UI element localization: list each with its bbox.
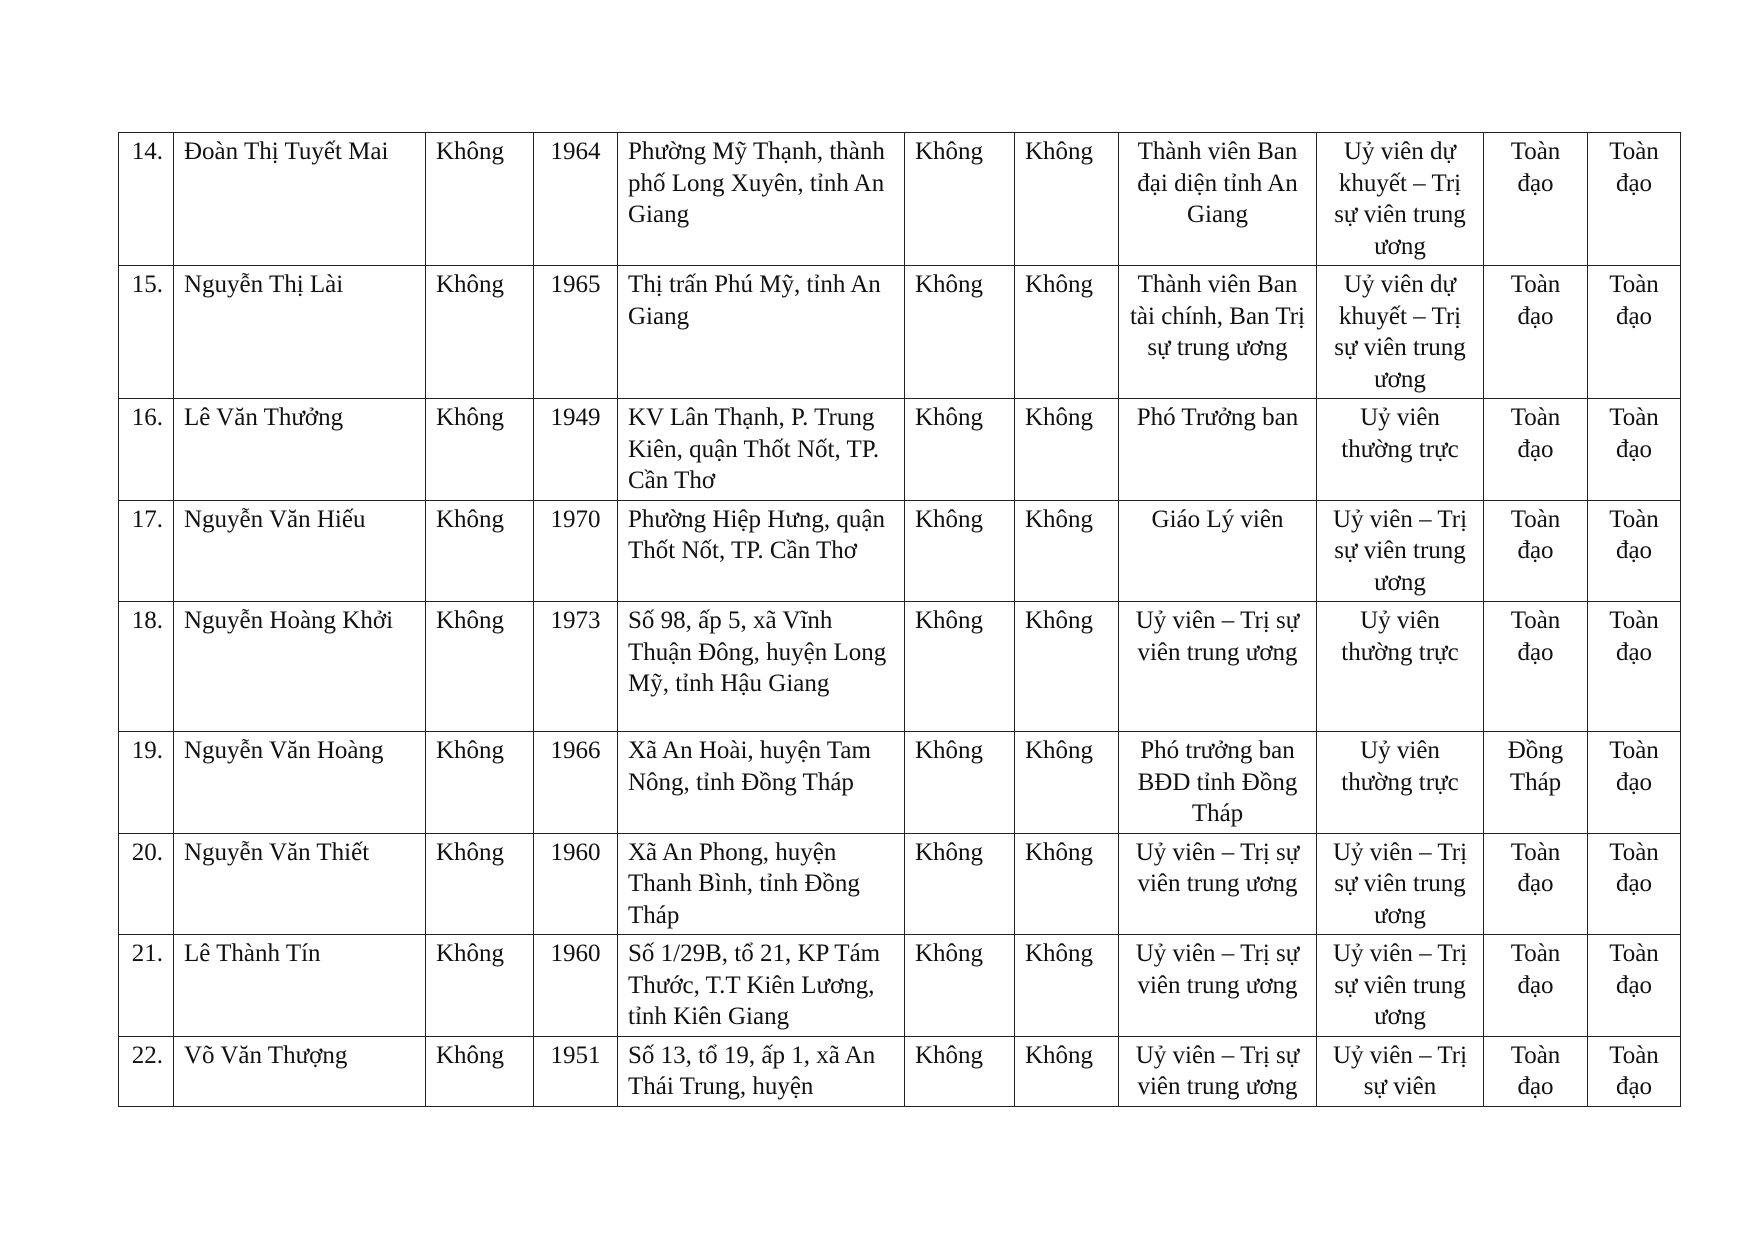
row-number: 17. [119, 500, 174, 602]
area-2: Toàn đạo [1588, 1036, 1681, 1106]
address: Số 13, tổ 19, ấp 1, xã An Thái Trung, huyện [618, 1036, 905, 1106]
proposed-position: Uỷ viên – Trị sự viên [1317, 1036, 1484, 1106]
area-1: Đồng Tháp [1484, 732, 1588, 834]
address: Thị trấn Phú Mỹ, tỉnh An Giang [618, 266, 905, 399]
column-7-value: Không [1015, 500, 1119, 602]
column-6-value: Không [905, 935, 1015, 1037]
table-row [119, 732, 1681, 834]
column-3-value: Không [426, 732, 534, 834]
current-position: Uỷ viên – Trị sự viên trung ương [1119, 935, 1317, 1037]
member-name: Đoàn Thị Tuyết Mai [174, 133, 426, 266]
birth-year: 1964 [534, 133, 618, 266]
member-name: Nguyễn Văn Thiết [174, 833, 426, 935]
column-6-value: Không [905, 266, 1015, 399]
member-name: Võ Văn Thượng [174, 1036, 426, 1106]
column-7-value: Không [1015, 732, 1119, 834]
column-3-value: Không [426, 133, 534, 266]
address: Số 98, ấp 5, xã Vĩnh Thuận Đông, huyện Long Mỹ, tỉnh Hậu Giang [618, 602, 905, 732]
column-6-value: Không [905, 500, 1015, 602]
row-number: 18. [119, 602, 174, 732]
member-name: Nguyễn Thị Lài [174, 266, 426, 399]
column-7-value: Không [1015, 399, 1119, 501]
current-position: Thành viên Ban đại diện tỉnh An Giang [1119, 133, 1317, 266]
proposed-position: Uỷ viên – Trị sự viên trung ương [1317, 833, 1484, 935]
birth-year: 1960 [534, 935, 618, 1037]
row-number: 14. [119, 133, 174, 266]
area-1: Toàn đạo [1484, 935, 1588, 1037]
area-2: Toàn đạo [1588, 500, 1681, 602]
area-1: Toàn đạo [1484, 500, 1588, 602]
table-row [119, 935, 1681, 1037]
table-row [119, 1036, 1681, 1106]
column-6-value: Không [905, 732, 1015, 834]
table-row [119, 399, 1681, 501]
column-7-value: Không [1015, 602, 1119, 732]
column-6-value: Không [905, 1036, 1015, 1106]
birth-year: 1951 [534, 1036, 618, 1106]
row-number: 20. [119, 833, 174, 935]
area-2: Toàn đạo [1588, 399, 1681, 501]
current-position: Uỷ viên – Trị sự viên trung ương [1119, 602, 1317, 732]
table-row [119, 266, 1681, 399]
area-2: Toàn đạo [1588, 133, 1681, 266]
birth-year: 1965 [534, 266, 618, 399]
column-7-value: Không [1015, 266, 1119, 399]
area-2: Toàn đạo [1588, 833, 1681, 935]
area-2: Toàn đạo [1588, 732, 1681, 834]
column-7-value: Không [1015, 133, 1119, 266]
proposed-position: Uỷ viên – Trị sự viên trung ương [1317, 935, 1484, 1037]
row-number: 21. [119, 935, 174, 1037]
table-row [119, 602, 1681, 732]
birth-year: 1960 [534, 833, 618, 935]
column-7-value: Không [1015, 833, 1119, 935]
column-6-value: Không [905, 602, 1015, 732]
proposed-position: Uỷ viên – Trị sự viên trung ương [1317, 500, 1484, 602]
row-number: 19. [119, 732, 174, 834]
column-7-value: Không [1015, 935, 1119, 1037]
area-2: Toàn đạo [1588, 935, 1681, 1037]
area-1: Toàn đạo [1484, 833, 1588, 935]
members-table [118, 132, 1681, 1107]
proposed-position: Uỷ viên thường trực [1317, 732, 1484, 834]
column-3-value: Không [426, 266, 534, 399]
column-3-value: Không [426, 833, 534, 935]
table-row [119, 133, 1681, 266]
column-3-value: Không [426, 500, 534, 602]
current-position: Thành viên Ban tài chính, Ban Trị sự trung ương [1119, 266, 1317, 399]
area-1: Toàn đạo [1484, 602, 1588, 732]
row-number: 15. [119, 266, 174, 399]
table-row [119, 500, 1681, 602]
current-position: Uỷ viên – Trị sự viên trung ương [1119, 833, 1317, 935]
address: Số 1/29B, tổ 21, KP Tám Thước, T.T Kiên Lương, tỉnh Kiên Giang [618, 935, 905, 1037]
address: Xã An Hoài, huyện Tam Nông, tỉnh Đồng Tháp [618, 732, 905, 834]
member-name: Lê Thành Tín [174, 935, 426, 1037]
area-2: Toàn đạo [1588, 602, 1681, 732]
column-6-value: Không [905, 833, 1015, 935]
column-6-value: Không [905, 399, 1015, 501]
current-position: Phó trưởng ban BĐD tỉnh Đồng Tháp [1119, 732, 1317, 834]
address: KV Lân Thạnh, P. Trung Kiên, quận Thốt Nốt, TP. Cần Thơ [618, 399, 905, 501]
proposed-position: Uỷ viên thường trực [1317, 602, 1484, 732]
birth-year: 1949 [534, 399, 618, 501]
current-position: Phó Trưởng ban [1119, 399, 1317, 501]
address: Xã An Phong, huyện Thanh Bình, tỉnh Đồng Tháp [618, 833, 905, 935]
row-number: 22. [119, 1036, 174, 1106]
column-6-value: Không [905, 133, 1015, 266]
proposed-position: Uỷ viên dự khuyết – Trị sự viên trung ương [1317, 133, 1484, 266]
column-3-value: Không [426, 399, 534, 501]
current-position: Uỷ viên – Trị sự viên trung ương [1119, 1036, 1317, 1106]
birth-year: 1966 [534, 732, 618, 834]
area-1: Toàn đạo [1484, 266, 1588, 399]
column-3-value: Không [426, 935, 534, 1037]
area-1: Toàn đạo [1484, 133, 1588, 266]
birth-year: 1970 [534, 500, 618, 602]
area-1: Toàn đạo [1484, 399, 1588, 501]
member-name: Nguyễn Văn Hiếu [174, 500, 426, 602]
column-3-value: Không [426, 1036, 534, 1106]
birth-year: 1973 [534, 602, 618, 732]
member-name: Lê Văn Thưởng [174, 399, 426, 501]
column-7-value: Không [1015, 1036, 1119, 1106]
area-2: Toàn đạo [1588, 266, 1681, 399]
current-position: Giáo Lý viên [1119, 500, 1317, 602]
table-body [119, 133, 1681, 1107]
member-name: Nguyễn Văn Hoàng [174, 732, 426, 834]
row-number: 16. [119, 399, 174, 501]
address: Phường Mỹ Thạnh, thành phố Long Xuyên, tỉnh An Giang [618, 133, 905, 266]
column-3-value: Không [426, 602, 534, 732]
address: Phường Hiệp Hưng, quận Thốt Nốt, TP. Cần Thơ [618, 500, 905, 602]
proposed-position: Uỷ viên thường trực [1317, 399, 1484, 501]
area-1: Toàn đạo [1484, 1036, 1588, 1106]
member-name: Nguyễn Hoàng Khởi [174, 602, 426, 732]
table-row [119, 833, 1681, 935]
proposed-position: Uỷ viên dự khuyết – Trị sự viên trung ương [1317, 266, 1484, 399]
